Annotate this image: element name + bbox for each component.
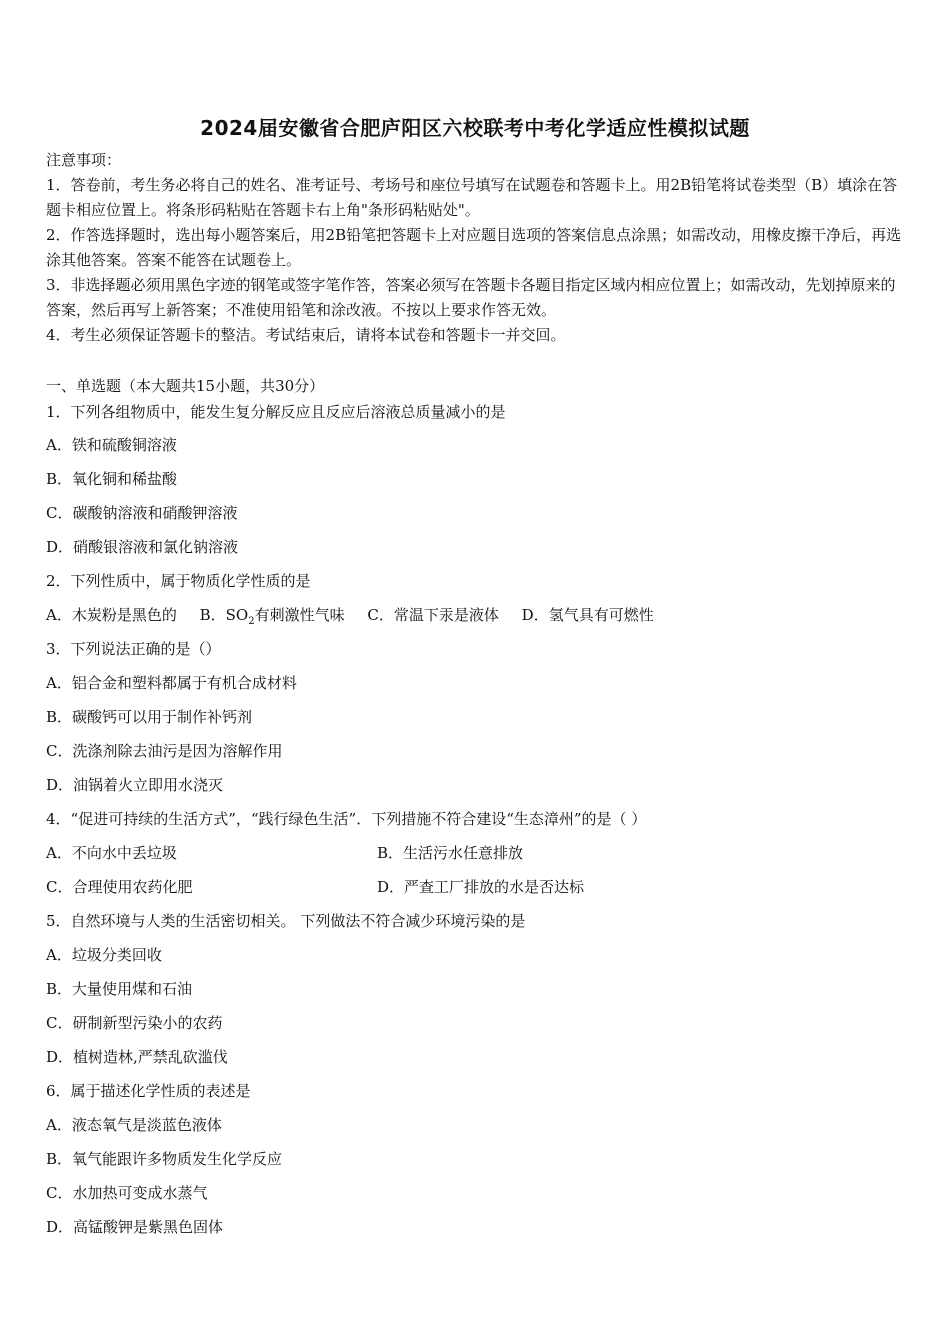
option-row xyxy=(46,604,654,627)
option-subscript: 2 xyxy=(248,616,255,627)
option: A．木炭粉是黑色的 xyxy=(46,606,177,624)
option: D．植树造林,严禁乱砍滥伐 xyxy=(46,1048,228,1066)
question-stem: 2．下列性质中，属于物质化学性质的是 xyxy=(46,572,311,590)
option: A．铝合金和塑料都属于有机合成材料 xyxy=(46,674,297,692)
option-formula: B．SO xyxy=(199,606,249,624)
option: B．大量使用煤和石油 xyxy=(46,980,193,998)
option: A．液态氧气是淡蓝色液体 xyxy=(46,1116,222,1134)
option: D．硝酸银溶液和氯化钠溶液 xyxy=(46,538,239,556)
option: C．水加热可变成水蒸气 xyxy=(46,1184,208,1202)
option: B．氧气能跟许多物质发生化学反应 xyxy=(46,1150,283,1168)
option: B．生活污水任意排放 xyxy=(377,844,524,862)
question-stem: 1．下列各组物质中，能发生复分解反应且反应后溶液总质量减小的是 xyxy=(46,403,506,421)
question-stem: 5．自然环境与人类的生活密切相关。 下列做法不符合减少环境污染的是 xyxy=(46,912,526,930)
section-heading: 一、单选题（本大题共15小题，共30分） xyxy=(46,377,325,395)
notice-item: 3．非选择题必须用黑色字迹的钢笔或签字笔作答，答案必须写在答题卡各题目指定区域内相应位置上；如需改动，先划掉原来的答案，然后再写上新答案；不准使用铅笔和涂改液。不按以上要求作答无效。 xyxy=(46,276,896,319)
notice-block xyxy=(46,148,906,348)
option: C．合理使用农药化肥 xyxy=(46,878,193,896)
question-stem: 6．属于描述化学性质的表述是 xyxy=(46,1082,251,1100)
option: C．研制新型污染小的农药 xyxy=(46,1014,223,1032)
option: D．高锰酸钾是紫黑色固体 xyxy=(46,1218,224,1236)
option: D．严查工厂排放的水是否达标 xyxy=(377,878,585,896)
option xyxy=(199,606,363,627)
notice-item: 4．考生必须保证答题卡的整洁。考试结束后，请将本试卷和答题卡一并交回。 xyxy=(46,326,566,344)
option: B．氧化铜和稀盐酸 xyxy=(46,470,178,488)
option: A．不向水中丢垃圾 xyxy=(46,844,177,862)
question-stem: 4．“促进可持续的生活方式”，“践行绿色生活”．下列措施不符合建设“生态漳州”的是（ ） xyxy=(46,810,647,828)
option: C．洗涤剂除去油污是因为溶解作用 xyxy=(46,742,283,760)
option: A．垃圾分类回收 xyxy=(46,946,162,964)
option: D．氢气具有可燃性 xyxy=(521,606,654,624)
option: B．碳酸钙可以用于制作补钙剂 xyxy=(46,708,253,726)
option: A．铁和硫酸铜溶液 xyxy=(46,436,177,454)
notice-item: 1．答卷前，考生务必将自己的姓名、准考证号、考场号和座位号填写在试题卷和答题卡上。用2B铅笔将试卷类型（B）填涂在答题卡相应位置上。将条形码粘贴在答题卡右上角"条形码粘贴处"。 xyxy=(46,176,898,219)
notice-item: 2．作答选择题时，选出每小题答案后，用2B铅笔把答题卡上对应题目选项的答案信息点涂黑；如需改动，用橡皮擦干净后，再选涂其他答案。答案不能答在试题卷上。 xyxy=(46,226,902,269)
option: C．碳酸钠溶液和硝酸钾溶液 xyxy=(46,504,238,522)
option: D．油锅着火立即用水浇灭 xyxy=(46,776,224,794)
option: C．常温下汞是液体 xyxy=(367,606,499,624)
question-stem: 3．下列说法正确的是（） xyxy=(46,640,221,658)
page-title: 2024届安徽省合肥庐阳区六校联考中考化学适应性模拟试题 xyxy=(200,116,750,140)
notice-heading: 注意事项： xyxy=(46,151,122,169)
option-text: 有刺激性气味 xyxy=(254,606,345,624)
